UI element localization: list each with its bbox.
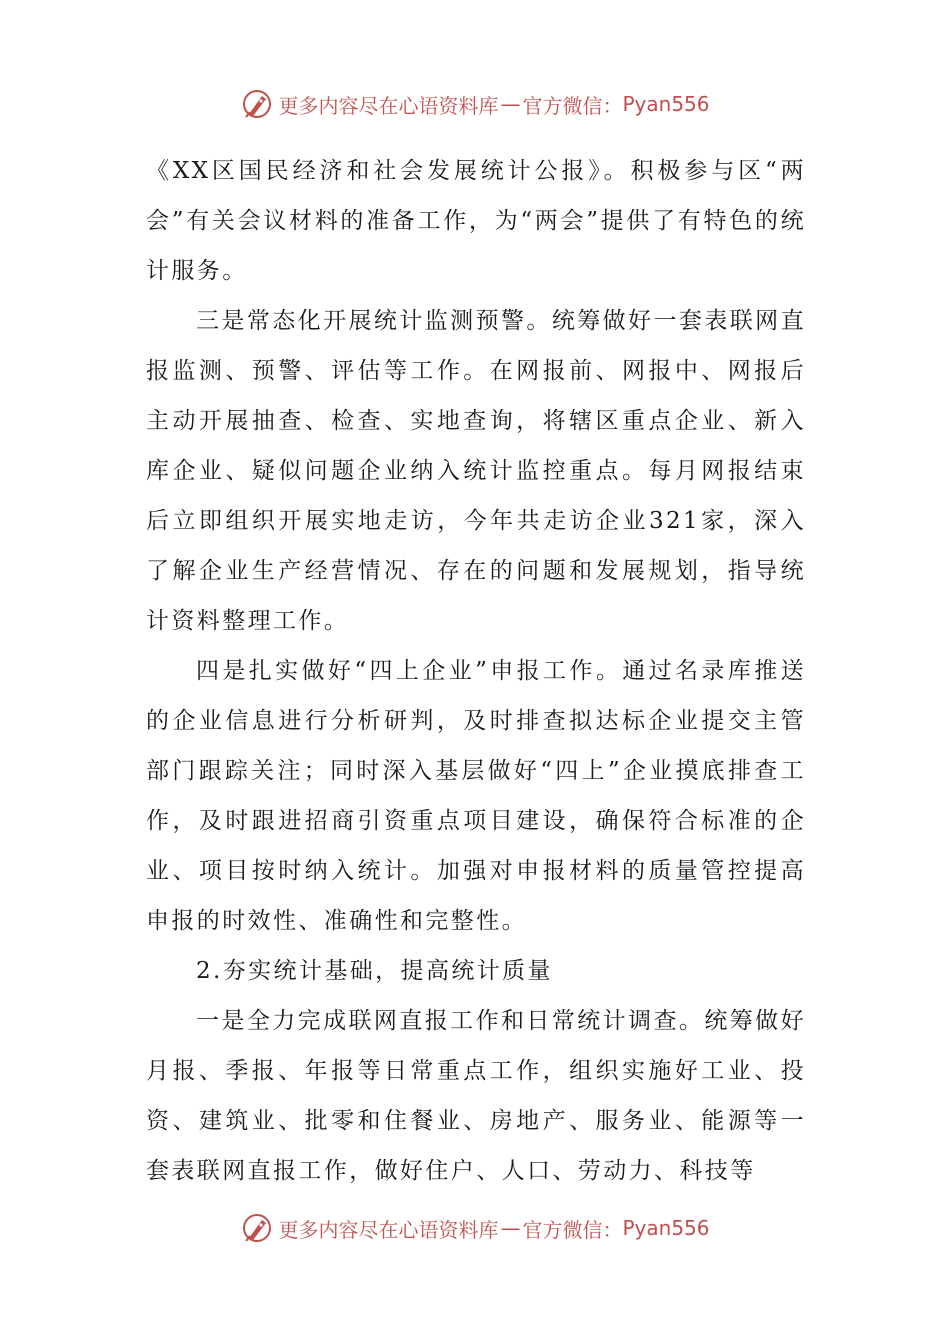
banner-contact-label: 官方微信： [522,93,623,118]
pen-nib-logo-icon [240,87,274,121]
banner-contact-label: 官方微信： [522,1217,623,1242]
banner-contact-id: Pyan556 [622,92,710,116]
pen-nib-logo-icon [240,1211,274,1245]
banner-contact-id: Pyan556 [622,1216,710,1240]
footer-watermark-banner [0,1208,950,1248]
paragraph-online-reporting: 一是全力完成联网直报工作和日常统计调查。统筹做好月报、季报、年报等日常重点工作，组织实施好工业、投资、建筑业、批零和住餐业、房地产、服务业、能源等一套表联网直报工作，做好住户、人口、劳动力、科技等 [146,1008,806,1184]
banner-separator: — [500,1216,521,1240]
paragraph-enterprise-reporting: 四是扎实做好“四上企业”申报工作。通过名录库推送的企业信息进行分析研判，及时排查拟达标企业提交主管部门跟踪关注；同时深入基层做好“四上”企业摸底排查工作，及时跟进招商引资重点项目建设，确保符合标准的企业、项目按时纳入统计。加强对申报材料的质量管控提高申报的时效性、准确性和完整性。 [146,658,806,934]
section-heading: 2.夯实统计基础，提高统计质量 [196,958,553,984]
document-body [146,146,806,1196]
paragraph-continuation: 《XX区国民经济和社会发展统计公报》。积极参与区“两会”有关会议材料的准备工作，为“两会”提供了有特色的统计服务。 [146,158,806,284]
paragraph-monitoring-warning: 三是常态化开展统计监测预警。统筹做好一套表联网直报监测、预警、评估等工作。在网报前、网报中、网报后主动开展抽查、检查、实地查询，将辖区重点企业、新入库企业、疑似问题企业纳入统计监控重点。每月网报结束后立即组织开展实地走访，今年共走访企业321家，深入了解企业生产经营情况、存在的问题和发展规划，指导统计资料整理工作。 [146,308,806,634]
header-watermark-banner [0,84,950,124]
banner-brand-text: 更多内容尽在心语资料库 [278,1217,499,1242]
banner-brand-text: 更多内容尽在心语资料库 [278,93,499,118]
banner-separator: — [500,92,521,116]
